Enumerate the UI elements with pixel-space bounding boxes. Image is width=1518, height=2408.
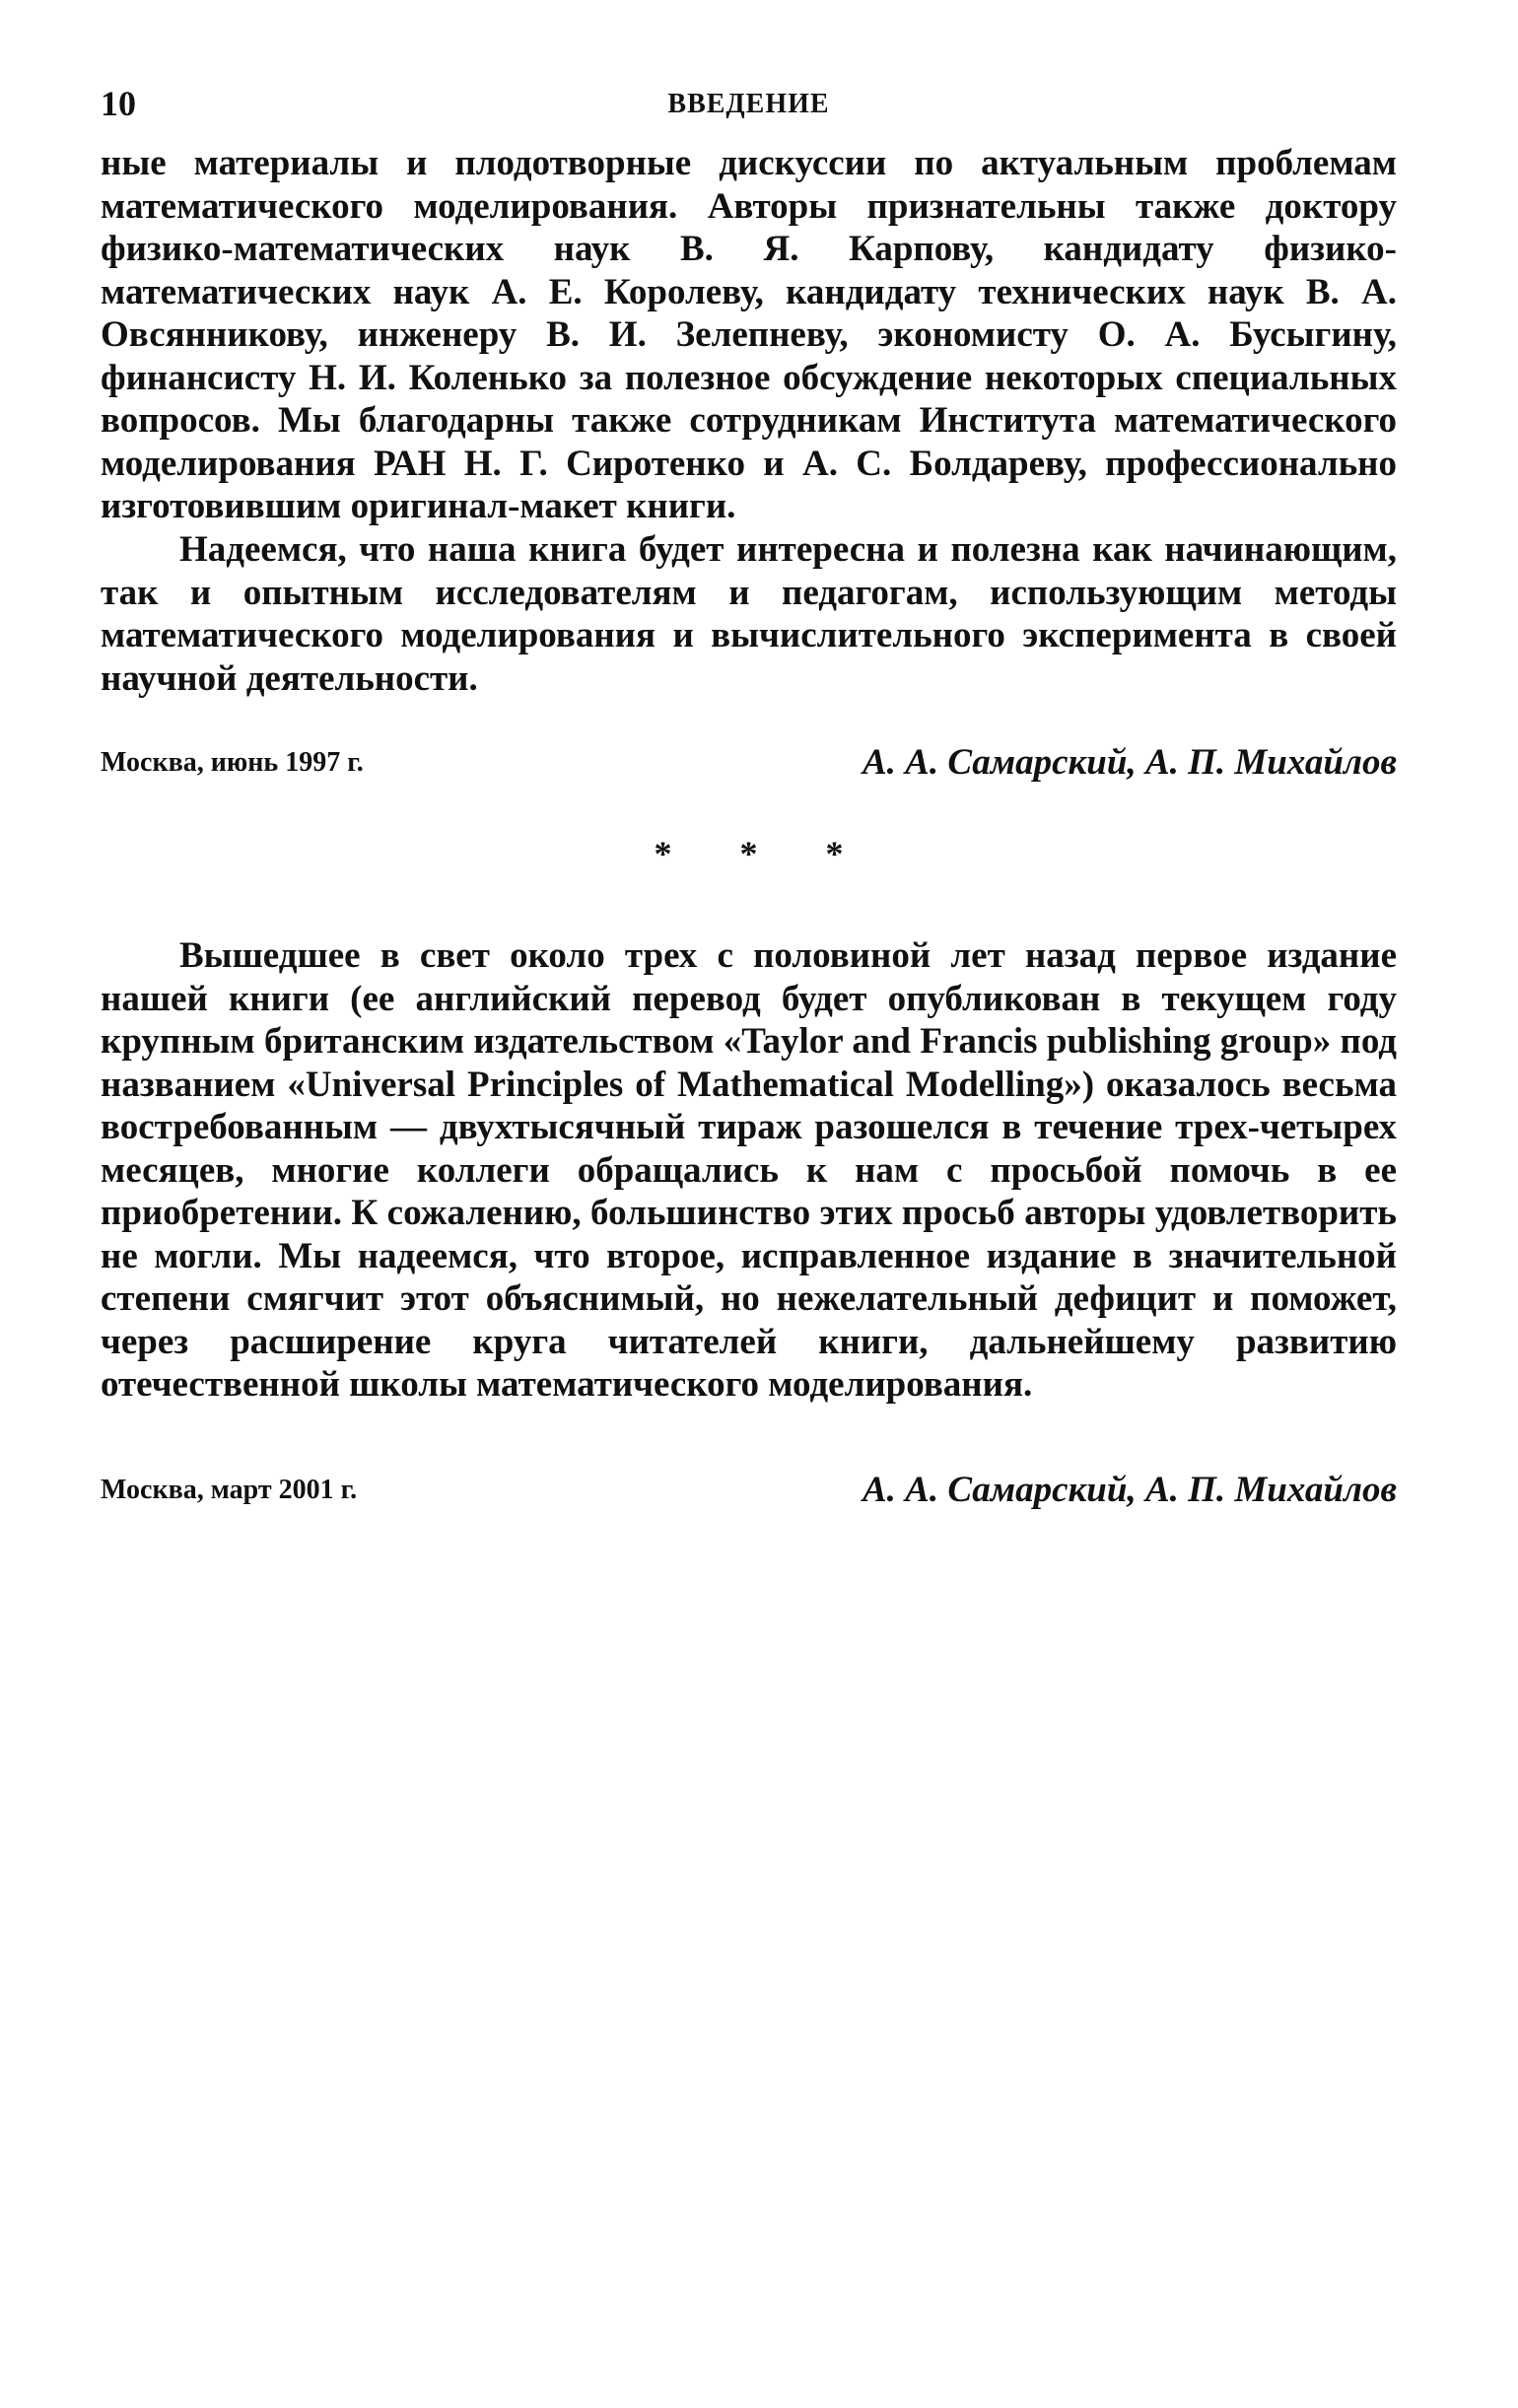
book-page [101, 83, 1397, 1528]
running-title: ВВЕДЕНИЕ [667, 89, 830, 119]
signature-authors-2001: А. А. Самарский, А. П. Михайлов [862, 1470, 1397, 1510]
page-number: 10 [101, 84, 136, 123]
paragraph-hope: Надеемся, что наша книга будет интересна и полезна как начинающим, так и опытным исследователям и педагогам, использующим методы математического моделирования и вычислительного эксперимента в своей научной деятельности. [101, 529, 1397, 699]
signature-2001 [101, 1469, 1397, 1528]
running-head [101, 83, 1397, 142]
signature-1997 [101, 741, 1397, 800]
section-separator: * * * [654, 834, 844, 873]
signature-authors-1997: А. А. Самарский, А. П. Михайлов [862, 742, 1397, 783]
paragraph-second-edition: Вышедшее в свет около трех с половиной лет назад первое издание нашей книги (ее английский перевод будет опубликован в текущем году крупным британским издательством «Taylor and Francis publishing group» под названием «Universal Principles of Mathematical Modelling») оказалось весьма востребованным — двухтысячный тираж разошелся в течение трех-четырех месяцев, многие коллеги обращались к нам с просьбой помочь в ее приобретении. К сожалению, большинство этих просьб авторы удовлетворить не могли. Мы надеемся, что второе, исправленное издание в значительной степени смягчит этот объяснимый, но нежелательный дефицит и поможет, через расширение круга читателей книги, дальнейшему развитию отечественной школы математического моделирования. [101, 935, 1397, 1405]
paragraph-acknowledgements: ные материалы и плодотворные дискуссии по актуальным проблемам математического моделирования. Авторы признательны также доктору физико-математических наук В. Я. Карпову, кандидату физико-математических наук А. Е. Королеву, кандидату технических наук В. А. Овсянникову, инженеру В. И. Зелепневу, экономисту О. А. Бусыгину, финансисту Н. И. Коленько за полезное обсуждение некоторых специальных вопросов. Мы благодарны также сотрудникам Института математического моделирования РАН Н. Г. Сиротенко и А. С. Болдареву, профессионально изготовившим оригинал-макет книги. [101, 143, 1397, 526]
signature-place-1997: Москва, июнь 1997 г. [101, 747, 364, 778]
signature-place-2001: Москва, март 2001 г. [101, 1475, 358, 1505]
